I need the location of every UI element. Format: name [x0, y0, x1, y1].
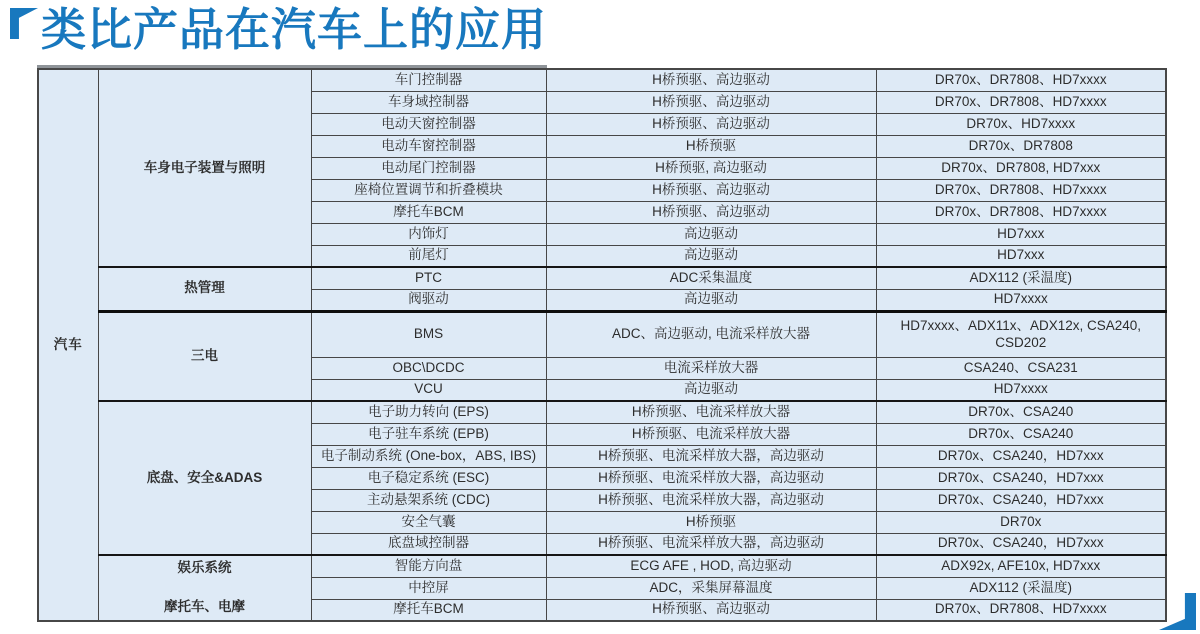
- products-cell: HD7xxxx: [876, 379, 1166, 401]
- app-cell: 电子助力转向 (EPS): [311, 401, 546, 423]
- tech-cell: 高边驱动: [546, 379, 876, 401]
- products-cell: DR70x、DR7808、HD7xxxx: [876, 179, 1166, 201]
- table-row: [38, 311, 1166, 357]
- tech-cell: ADC、高边驱动, 电流采样放大器: [546, 311, 876, 357]
- tech-cell: ECG AFE , HOD, 高边驱动: [546, 555, 876, 577]
- products-cell: HD7xxxx、ADX11x、ADX12x, CSA240, CSD202: [876, 311, 1166, 357]
- products-cell: DR70x、CSA240，HD7xxx: [876, 445, 1166, 467]
- app-cell: OBC\DCDC: [311, 357, 546, 379]
- tech-cell: H桥预驱、高边驱动: [546, 179, 876, 201]
- tech-cell: 电流采样放大器: [546, 357, 876, 379]
- products-cell: DR70x、CSA240，HD7xxx: [876, 489, 1166, 511]
- table-row: [38, 267, 1166, 289]
- app-cell: 电子稳定系统 (ESC): [311, 467, 546, 489]
- section-label-line1: 娱乐系统: [177, 560, 232, 576]
- app-cell: 前尾灯: [311, 245, 546, 267]
- page-title: 类比产品在汽车上的应用: [41, 4, 548, 55]
- tech-cell: H桥预驱、电流采样放大器，高边驱动: [546, 533, 876, 555]
- section-cell-entertainment-motorcycle: [98, 555, 311, 621]
- products-cell: HD7xxx: [876, 245, 1166, 267]
- app-cell: 电子制动系统 (One-box，ABS, IBS): [311, 445, 546, 467]
- category-cell: 汽车: [38, 69, 98, 621]
- app-cell: 阀驱动: [311, 289, 546, 311]
- tech-cell: H桥预驱、高边驱动: [546, 599, 876, 621]
- products-cell: DR70x、DR7808、HD7xxxx: [876, 599, 1166, 621]
- tech-cell: H桥预驱、高边驱动: [546, 69, 876, 91]
- table-row: [38, 69, 1166, 91]
- products-cell: DR70x: [876, 511, 1166, 533]
- products-cell: DR70x、DR7808, HD7xxx: [876, 157, 1166, 179]
- app-cell: 内饰灯: [311, 223, 546, 245]
- products-cell: DR70x、DR7808、HD7xxxx: [876, 69, 1166, 91]
- products-cell: DR70x、CSA240，HD7xxx: [876, 533, 1166, 555]
- applications-table: [37, 68, 1167, 622]
- tech-cell: H桥预驱: [546, 511, 876, 533]
- products-cell: DR70x、DR7808、HD7xxxx: [876, 91, 1166, 113]
- app-cell: 智能方向盘: [311, 555, 546, 577]
- tech-cell: H桥预驱、电流采样放大器，高边驱动: [546, 445, 876, 467]
- tech-cell: H桥预驱、高边驱动: [546, 113, 876, 135]
- tech-cell: H桥预驱、高边驱动: [546, 201, 876, 223]
- app-cell: 电动车窗控制器: [311, 135, 546, 157]
- title-corner-bracket-icon: [10, 8, 38, 39]
- products-cell: DR70x、HD7xxxx: [876, 113, 1166, 135]
- app-cell: PTC: [311, 267, 546, 289]
- app-cell: 安全气囊: [311, 511, 546, 533]
- app-cell: 电动尾门控制器: [311, 157, 546, 179]
- section-cell-body-electronics: 车身电子装置与照明: [98, 69, 311, 267]
- app-cell: 电动天窗控制器: [311, 113, 546, 135]
- app-cell: 摩托车BCM: [311, 201, 546, 223]
- tech-cell: ADC采集温度: [546, 267, 876, 289]
- tech-cell: H桥预驱、电流采样放大器: [546, 401, 876, 423]
- table-row: [38, 401, 1166, 423]
- app-cell: 主动悬架系统 (CDC): [311, 489, 546, 511]
- app-cell: VCU: [311, 379, 546, 401]
- app-cell: 底盘域控制器: [311, 533, 546, 555]
- app-cell: 电子驻车系统 (EPB): [311, 423, 546, 445]
- section-cell-powertrain: 三电: [98, 311, 311, 401]
- app-cell: 车身域控制器: [311, 91, 546, 113]
- products-cell: DR70x、CSA240: [876, 423, 1166, 445]
- products-cell: CSA240、CSA231: [876, 357, 1166, 379]
- products-cell: DR70x、DR7808: [876, 135, 1166, 157]
- section-cell-thermal: 热管理: [98, 267, 311, 311]
- products-cell: DR70x、CSA240，HD7xxx: [876, 467, 1166, 489]
- products-cell: ADX112 (采温度): [876, 267, 1166, 289]
- app-cell: BMS: [311, 311, 546, 357]
- tech-cell: ADC，采集屏幕温度: [546, 577, 876, 599]
- products-cell: HD7xxxx: [876, 289, 1166, 311]
- app-cell: 中控屏: [311, 577, 546, 599]
- products-cell: ADX92x, AFE10x, HD7xxx: [876, 555, 1166, 577]
- tech-cell: H桥预驱、高边驱动: [546, 91, 876, 113]
- tech-cell: 高边驱动: [546, 223, 876, 245]
- app-cell: 车门控制器: [311, 69, 546, 91]
- tech-cell: 高边驱动: [546, 245, 876, 267]
- tech-cell: H桥预驱, 高边驱动: [546, 157, 876, 179]
- tech-cell: H桥预驱、电流采样放大器，高边驱动: [546, 489, 876, 511]
- tech-cell: H桥预驱: [546, 135, 876, 157]
- products-cell: ADX112 (采温度): [876, 577, 1166, 599]
- products-cell: DR70x、DR7808、HD7xxxx: [876, 201, 1166, 223]
- products-cell: DR70x、CSA240: [876, 401, 1166, 423]
- tech-cell: H桥预驱、电流采样放大器: [546, 423, 876, 445]
- products-cell: HD7xxx: [876, 223, 1166, 245]
- app-cell: 摩托车BCM: [311, 599, 546, 621]
- tech-cell: H桥预驱、电流采样放大器，高边驱动: [546, 467, 876, 489]
- table-row: [38, 555, 1166, 577]
- tech-cell: 高边驱动: [546, 289, 876, 311]
- app-cell: 座椅位置调节和折叠模块: [311, 179, 546, 201]
- section-cell-chassis-safety: 底盘、安全&ADAS: [98, 401, 311, 555]
- section-label-line2: 摩托车、电摩: [164, 599, 245, 614]
